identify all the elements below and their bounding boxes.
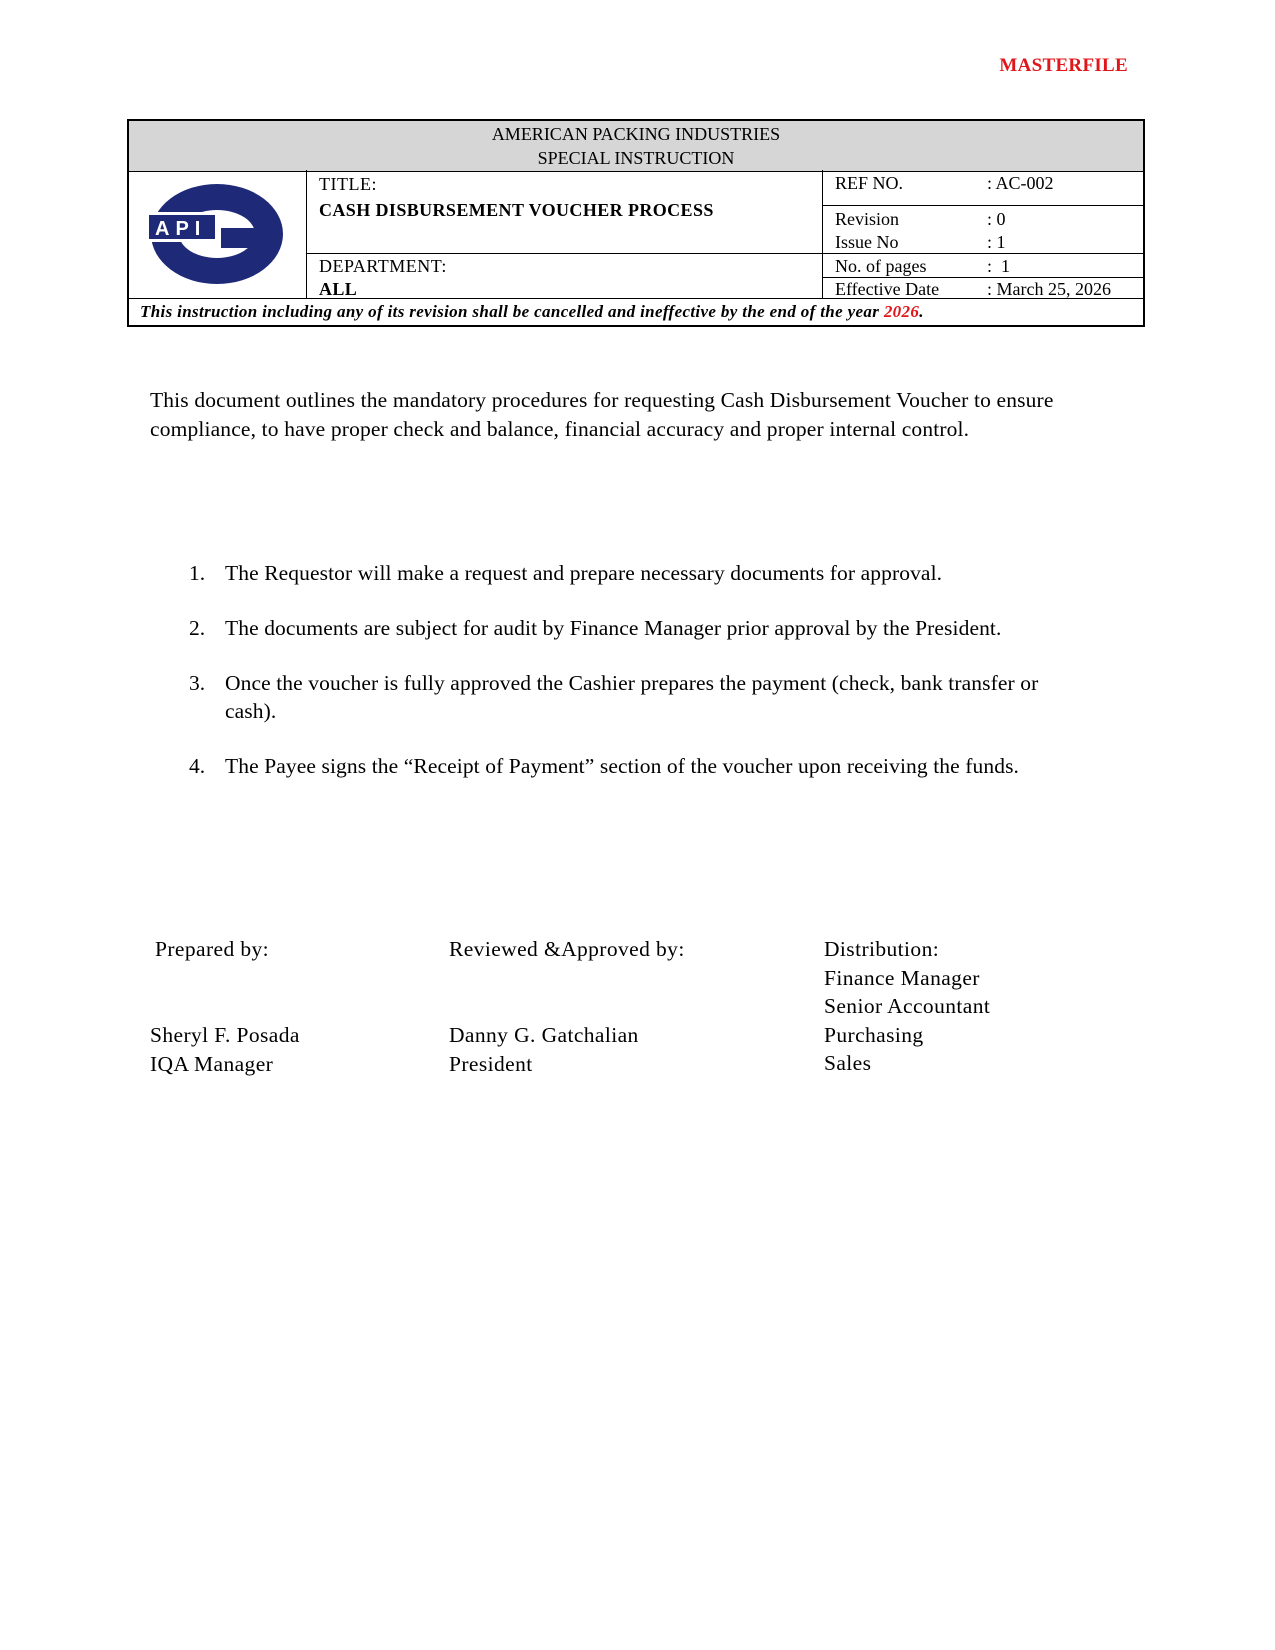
- distribution-item: Finance Manager: [824, 965, 980, 990]
- step-text: The Requestor will make a request and prepare necessary documents for approval.: [225, 561, 943, 585]
- ref-value: : AC-002: [987, 173, 1054, 193]
- step-text: Once the voucher is fully approved the Cashier prepares the payment (check, bank transfer or cash).: [225, 671, 1039, 723]
- reviewed-label: Reviewed &Approved by:: [449, 937, 685, 961]
- reviewed-by-block: [449, 935, 685, 964]
- title-label: TITLE:: [319, 174, 377, 194]
- document-meta-cells: [823, 170, 1143, 298]
- revision-value: : 0: [987, 209, 1006, 229]
- step-item: [150, 752, 1140, 780]
- company-logo-cell: [129, 170, 307, 298]
- distribution-item: Senior Accountant: [824, 994, 991, 1018]
- title-cell: [307, 170, 823, 254]
- department-value: ALL: [319, 279, 358, 299]
- issue-value: : 1: [987, 232, 1006, 252]
- distribution-block: [824, 935, 990, 1078]
- step-item: [150, 669, 1140, 725]
- distribution-item: Sales: [824, 1051, 872, 1075]
- document-type: SPECIAL INSTRUCTION: [537, 148, 735, 168]
- step-item: [150, 614, 1140, 642]
- intro-paragraph: This document outlines the mandatory procedures for requesting Cash Disbursement Voucher to ensure compliance, to have proper check and balance, financial accuracy and proper internal control.: [150, 388, 1054, 441]
- preparer-signature: [150, 1021, 300, 1078]
- validity-note-text: This instruction including any of its revision shall be cancelled and ineffective by the end of the year: [140, 302, 884, 321]
- header-company-band: [129, 121, 1143, 172]
- pages-row: [823, 254, 1143, 298]
- step-number: 3.: [189, 671, 206, 695]
- company-name: AMERICAN PACKING INDUSTRIES: [491, 124, 781, 144]
- step-text: The Payee signs the “Receipt of Payment” section of the voucher upon receiving the funds.: [225, 754, 1020, 778]
- effective-label: Effective Date: [835, 279, 940, 299]
- prepared-by-block: [155, 935, 269, 964]
- preparer-title: IQA Manager: [150, 1051, 274, 1076]
- revision-label: Revision: [835, 209, 900, 229]
- step-number: 1.: [189, 561, 206, 585]
- revision-row: [823, 206, 1143, 254]
- title-value: CASH DISBURSEMENT VOUCHER PROCESS: [319, 200, 714, 220]
- step-number: 2.: [189, 616, 206, 640]
- department-label: DEPARTMENT:: [319, 256, 447, 276]
- prepared-label: Prepared by:: [155, 937, 270, 961]
- validity-note-year: 2026: [883, 302, 920, 321]
- step-number: 4.: [189, 754, 206, 778]
- reviewer-signature: [449, 1021, 639, 1078]
- department-cell: [307, 254, 823, 298]
- preparer-name: Sheryl F. Posada: [150, 1023, 300, 1047]
- validity-note: [129, 298, 1143, 325]
- effective-value: : March 25, 2026: [987, 279, 1111, 299]
- document-header-table: [127, 119, 1145, 327]
- logo-letters: API: [155, 218, 207, 240]
- reviewer-title: President: [449, 1051, 533, 1076]
- step-item: [150, 559, 1140, 587]
- pages-value: : 1: [987, 256, 1011, 276]
- ref-row: [823, 170, 1143, 206]
- distribution-label: Distribution:: [824, 937, 940, 961]
- issue-label: Issue No: [835, 232, 899, 252]
- api-logo: [149, 182, 285, 286]
- step-text: The documents are subject for audit by Finance Manager prior approval by the President.: [225, 616, 1002, 640]
- pages-label: No. of pages: [835, 256, 927, 276]
- ref-label: REF NO.: [835, 173, 904, 193]
- reviewer-name: Danny G. Gatchalian: [449, 1023, 639, 1047]
- distribution-item: Purchasing: [824, 1022, 924, 1047]
- masterfile-stamp: MASTERFILE: [999, 55, 1128, 76]
- validity-note-end: .: [919, 302, 924, 321]
